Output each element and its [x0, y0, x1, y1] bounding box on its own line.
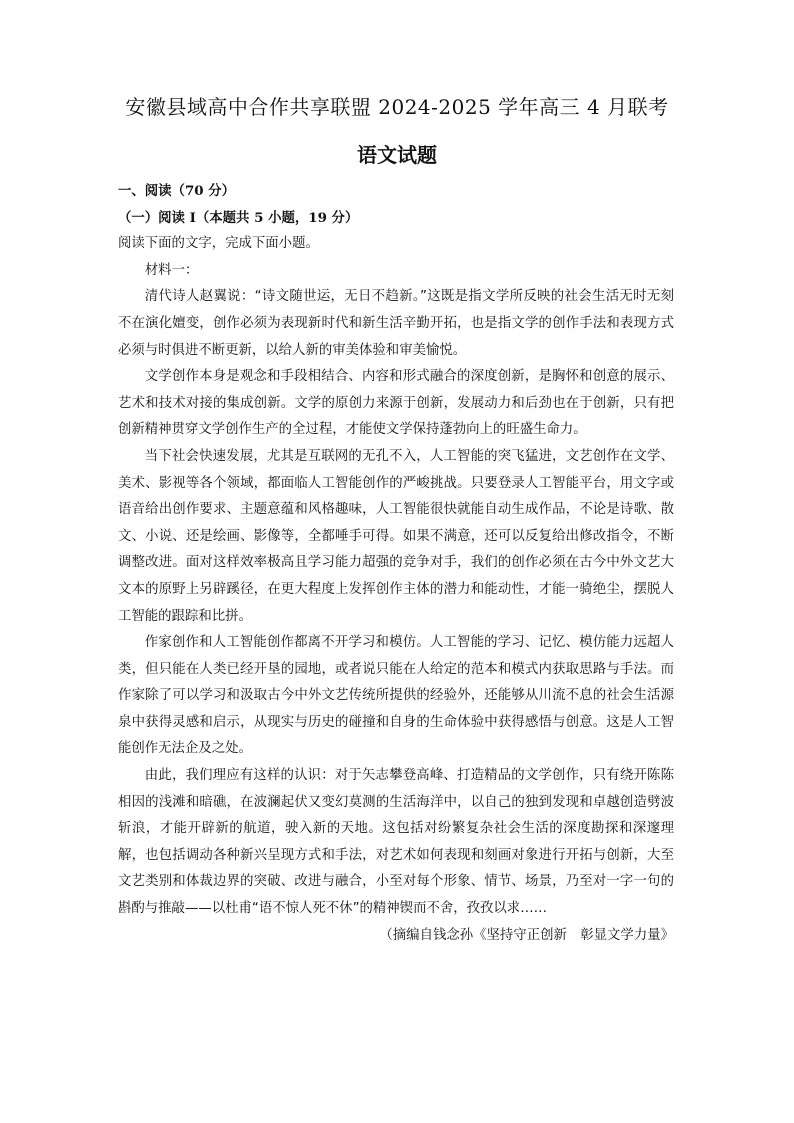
material-label: 材料一： [144, 262, 199, 278]
paragraph: 文学创作本身是观念和手段相结合、内容和形式融合的深度创新，是胸怀和创意的展示、艺术和技术对接的集成创新。文学的原创力来源于创新，发展动力和后劲也在于创新，只有把创新精神贯穿文学创作生产的全过程，才能使文学保持蓬勃向上的旺盛生命力。 [118, 369, 674, 438]
reading-content [118, 178, 674, 949]
paragraph: 当下社会快速发展，尤其是互联网的无孔不入，人工智能的突飞猛进，文艺创作在文学、美术、影视等各个领域，都面临人工智能创作的严峻挑战。只要登录人工智能平台，用文字或语音给出创作要求、主题意蕴和风格趣味，人工智能很快就能自动生成作品，不论是诗歌、散文、小说、还是绘画、影像等，全都唾手可得。如果不满意，还可以反复给出修改指令，不断调整改进。面对这样效率极高且学习能力超强的竞争对手，我们的创作必须在古今中外文艺大文本的原野上另辟蹊径，在更大程度上发挥创作主体的潜力和能动性，才能一骑绝尘，摆脱人工智能的跟踪和比拼。 [118, 448, 674, 624]
source-citation: （摘编自钱念孙《坚持守正创新 彰显文学力量》 [379, 927, 674, 943]
paragraph: 由此，我们理应有这样的认识：对于矢志攀登高峰、打造精品的文学创作，只有绕开陈陈相因的浅滩和暗礁，在波澜起伏又变幻莫测的生活海洋中，以自己的独到发现和卓越创造劈波斩浪，才能开辟新的航道，驶入新的天地。这包括对纷繁复杂社会生活的深度勘探和深邃理解，也包括调动各种新兴呈现方式和手法，对艺术如何表现和刻画对象进行开拓与创新，大至文艺类别和体裁边界的突破、改进与融合，小至对每个形象、情节、场景，乃至对一字一句的斟酌与推敲——以杜甫“语不惊人死不休”的精神锲而不舍，孜孜以求…… [118, 768, 674, 917]
subsection-heading: （一）阅读 I（本题共 5 小题，19 分） [118, 209, 359, 226]
paragraph: 清代诗人赵翼说：“诗文随世运，无日不趋新。”这既是指文学所反映的社会生活无时无刻不在演化嬗变，创作必须为表现新时代和新生活辛勤开拓，也是指文学的创作手法和表现方式必须与时俱进不断更新，以给人新的审美体验和审美愉悦。 [118, 289, 674, 358]
instruction-text: 阅读下面的文字，完成下面小题。 [118, 236, 319, 252]
exam-title: 安徽县域高中合作共享联盟 2024-2025 学年高三 4 月联考 [125, 95, 669, 119]
exam-subject-title: 语文试题 [357, 143, 437, 167]
paragraph: 作家创作和人工智能创作都离不开学习和模仿。人工智能的学习、记忆、模仿能力远超人类，但只能在人类已经开垦的园地，或者说只能在人给定的范本和模式内获取思路与手法。而作家除了可以学习和汲取古今中外文艺传统所提供的经验外，还能够从川流不息的社会生活源泉中获得灵感和启示，从现实与历史的碰撞和自身的生命体验中获得感悟与创意。这是人工智能创作无法企及之处。 [118, 635, 674, 757]
section-heading: 一、阅读（70 分） [118, 183, 236, 199]
